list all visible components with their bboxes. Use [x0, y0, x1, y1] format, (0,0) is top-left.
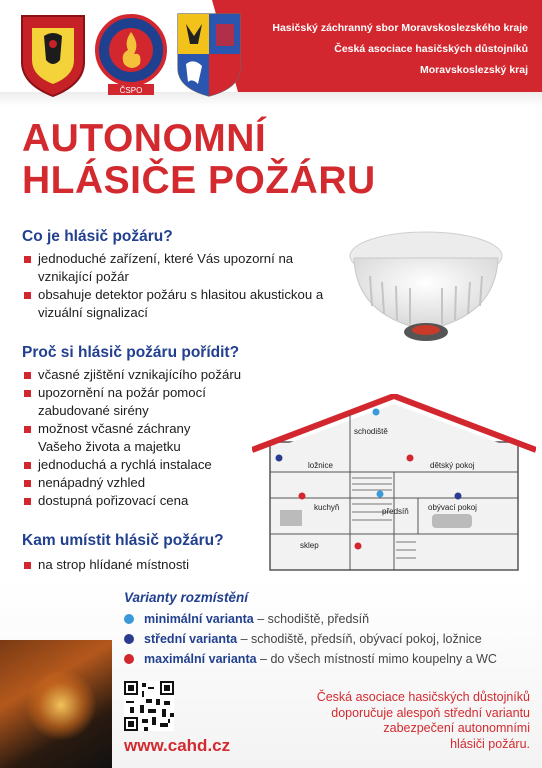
room-detsky-pokoj: dětský pokoj: [430, 461, 475, 470]
variant-name: minimální varianta: [144, 612, 254, 626]
variant-desc: – schodiště, předsíň: [253, 612, 370, 626]
light-blue-dot-icon: [124, 614, 134, 624]
title-line-1: AUTONOMNÍ: [22, 117, 267, 160]
house-diagram: [252, 394, 536, 572]
list-item: nenápadný vzhled: [24, 474, 338, 492]
room-kuchyn: kuchyň: [314, 503, 340, 512]
heading-what-is: Co je hlásič požáru?: [22, 228, 173, 245]
cahd-logo: [94, 10, 168, 98]
list-item: jednoduché zařízení, které Vás upozorní na vznikající požár: [24, 250, 338, 286]
header: [0, 0, 542, 108]
red-dot-icon: [124, 654, 134, 664]
recommendation-line: Česká asociace hasičských důstojníků: [316, 690, 530, 704]
list-item: možnost včasné záchrany Vašeho života a majetku: [24, 420, 233, 456]
list-item: včasné zjištění vznikajícího požáru: [24, 366, 338, 384]
recommendation-line: zabezpečení autonomními: [383, 721, 530, 735]
dark-blue-dot-icon: [124, 634, 134, 644]
recommendation-line: hlásiči požáru.: [450, 736, 530, 751]
recommendation-line: doporučuje alespoň střední variantu: [331, 705, 530, 720]
org-line-hzs: Hasičský záchranný sbor Moravskoslezského kraje: [272, 22, 528, 34]
recommendation-text: [280, 690, 530, 752]
room-sklep: sklep: [300, 541, 319, 550]
org-line-msk: Moravskoslezský kraj: [420, 64, 528, 76]
smoke-detector-image: [346, 212, 506, 354]
room-predsin: předsíň: [382, 507, 409, 516]
room-schodiste: schodiště: [354, 427, 388, 436]
qr-code[interactable]: [124, 681, 174, 731]
msk-coat-of-arms: [176, 12, 242, 98]
variant-medium: [124, 632, 482, 646]
hzs-logo: [18, 10, 88, 98]
room-loznice: ložnice: [308, 461, 333, 470]
list-item: jednoduchá a rychlá instalace: [24, 456, 338, 474]
website-link[interactable]: www.cahd.cz: [124, 736, 231, 755]
room-obyvaci-pokoj: obývací pokoj: [428, 503, 477, 512]
org-line-cahd: Česká asociace hasičských důstojníků: [334, 43, 528, 55]
variant-maximal: [124, 652, 497, 666]
list-what-is: [24, 250, 338, 322]
cahd-badge-text: ČSPO: [119, 86, 143, 95]
title-line-2: HLÁSIČE POŽÁRU: [22, 159, 376, 202]
variants-title: Varianty rozmístění: [124, 590, 249, 605]
variant-name: maximální varianta: [144, 652, 257, 666]
heading-where: Kam umístit hlásič požáru?: [22, 532, 224, 549]
variant-name: střední varianta: [144, 632, 238, 646]
variant-desc: – schodiště, předsíň, obývací pokoj, ložnice: [237, 632, 482, 646]
list-item: upozornění na požár pomocí zabudované sirény: [24, 384, 233, 420]
page-title: [22, 118, 376, 202]
list-item: obsahuje detektor požáru s hlasitou akustickou a vizuální signalizací: [24, 286, 338, 322]
heading-why: Proč si hlásič požáru pořídit?: [22, 344, 240, 361]
firefighter-image: [0, 640, 112, 768]
variant-minimal: [124, 612, 369, 626]
variant-desc: – do všech místností mimo koupelny a WC: [256, 652, 497, 666]
list-item: na strop hlídané místnosti: [24, 556, 338, 574]
list-item: dostupná pořizovací cena: [24, 492, 338, 510]
